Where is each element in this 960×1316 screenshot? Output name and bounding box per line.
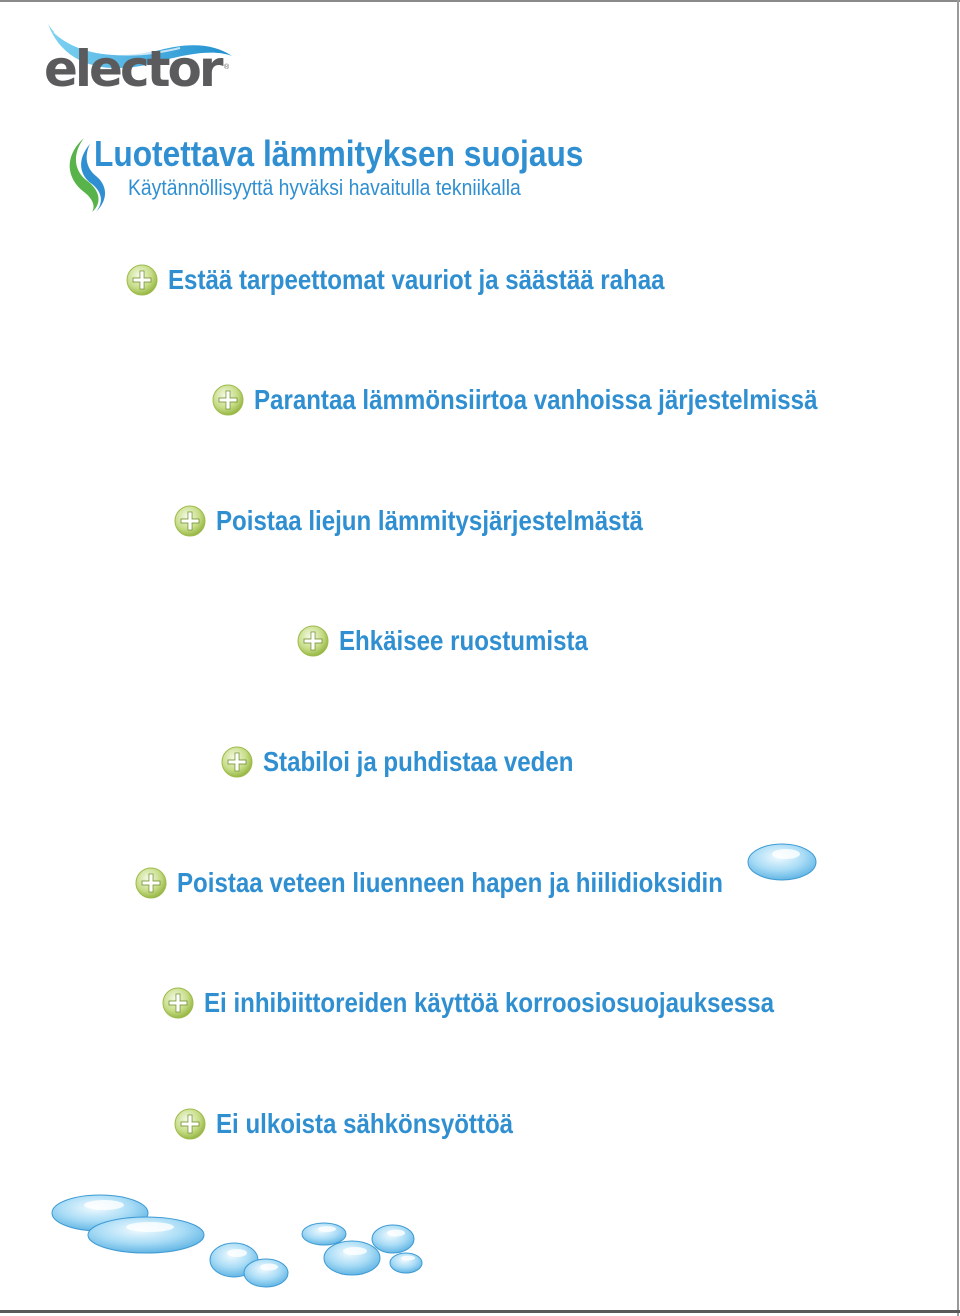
- logo-wordmark: elector: [44, 40, 221, 98]
- benefit-item: [174, 1108, 561, 1140]
- top-border: [0, 0, 960, 2]
- plus-circle-icon: [174, 505, 206, 537]
- benefit-item: [135, 867, 812, 899]
- benefit-label: Stabiloi ja puhdistaa veden: [263, 746, 574, 777]
- water-drop-icon: [746, 840, 818, 884]
- benefit-item: [297, 625, 628, 657]
- benefit-label: Poistaa veteen liuenneen hapen ja hiilidioksidin: [177, 867, 723, 898]
- water-drop-icon: [242, 1256, 290, 1290]
- benefit-item: [162, 987, 867, 1019]
- benefit-label: Ehkäisee ruostumista: [339, 625, 588, 656]
- benefit-label: Poistaa liejun lämmitysjärjestelmästä: [216, 505, 643, 536]
- page-subtitle: Käytännöllisyyttä hyväksi havaitulla tekniikalla: [128, 175, 521, 200]
- benefit-item: [174, 505, 712, 537]
- plus-circle-icon: [135, 867, 167, 899]
- page-title: Luotettava lämmityksen suojaus: [94, 133, 584, 174]
- water-drop-icon: [388, 1250, 424, 1276]
- benefit-item: [126, 264, 745, 296]
- water-drop-icon: [86, 1214, 206, 1256]
- plus-circle-icon: [297, 625, 329, 657]
- benefit-label: Ei inhibiittoreiden käyttöä korroosiosuojauksessa: [204, 987, 775, 1018]
- benefit-label: Estää tarpeettomat vauriot ja säästää rahaa: [168, 264, 665, 295]
- registered-mark: ®: [224, 64, 230, 71]
- plus-circle-icon: [162, 987, 194, 1019]
- benefit-label: Parantaa lämmönsiirtoa vanhoissa järjestelmissä: [254, 384, 818, 415]
- plus-circle-icon: [221, 746, 253, 778]
- benefit-item: [212, 384, 909, 416]
- plus-circle-icon: [174, 1108, 206, 1140]
- benefit-label: Ei ulkoista sähkönsyöttöä: [216, 1108, 514, 1139]
- benefit-item: [221, 746, 624, 778]
- right-border: [957, 0, 959, 1316]
- plus-circle-icon: [212, 384, 244, 416]
- bottom-border: [0, 1310, 960, 1313]
- plus-circle-icon: [126, 264, 158, 296]
